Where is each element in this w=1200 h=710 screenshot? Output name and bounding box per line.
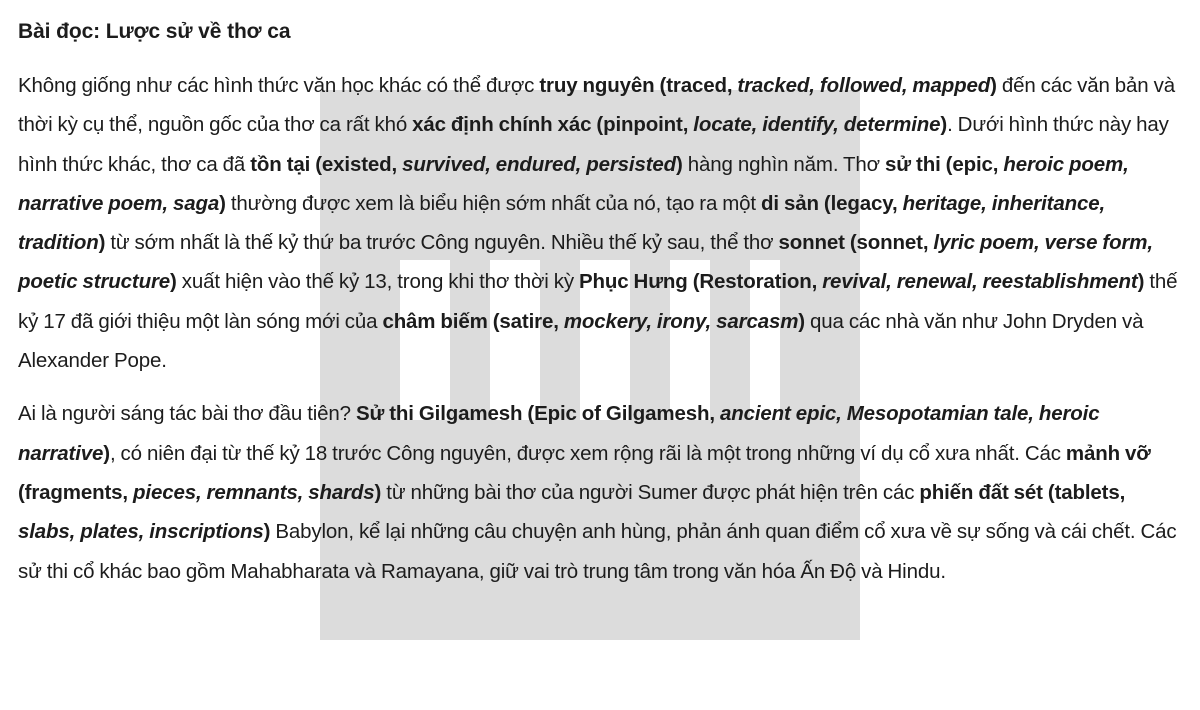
- vocab-term: ): [798, 309, 805, 333]
- text-run: Không giống như các hình thức văn học khác có thể được: [18, 74, 540, 97]
- vocab-term: Phục Hưng (Restoration,: [578, 270, 823, 294]
- vocab-synonyms: survived, endured, persisted: [402, 152, 677, 176]
- text-run: đến các văn bản và thời kỳ cụ thể, nguồn gốc của thơ ca rất khó: [18, 74, 1175, 137]
- text-run: Ai là người sáng tác bài thơ đầu tiên?: [18, 402, 356, 426]
- vocab-term: ): [98, 231, 106, 255]
- vocab-term: xác định chính xác (pinpoint,: [412, 113, 694, 137]
- vocab-term: ): [103, 441, 110, 465]
- vocab-term: phiến đất sét (tablets,: [919, 480, 1126, 504]
- vocab-term: ): [374, 480, 382, 504]
- vocab-synonyms: slabs, plates, inscriptions: [18, 520, 264, 544]
- vocab-term: ): [170, 270, 177, 294]
- vocab-synonyms: mockery, irony, sarcasm: [563, 309, 799, 333]
- text-run: thường được xem là biểu hiện sớm nhất của nó, tạo ra một: [225, 191, 762, 215]
- vocab-synonyms: ancient epic, Mesopotamian tale, heroic narrative: [18, 402, 1100, 465]
- vocab-synonyms: heritage, inheritance, tradition: [18, 191, 1105, 255]
- vocab-term: ): [990, 74, 997, 97]
- vocab-term: ): [219, 191, 226, 215]
- vocab-term: ): [940, 113, 948, 137]
- text-run: Babylon, kể lại những câu chuyện anh hùng, phản ánh quan điểm cổ xưa về sự sống và cái chết. Các sử thi cổ khác bao gồm Mahabharata và Ramayana, giữ vai trò trung tâm trong văn hóa Ấn Độ và Hindu.: [18, 520, 1177, 583]
- text-run: thế kỷ 17 đã giới thiệu một làn sóng mới của: [18, 270, 1178, 333]
- text-run: xuất hiện vào thế kỷ 13, trong khi thơ thời kỳ: [176, 270, 579, 294]
- text-run: từ sớm nhất là thế kỷ thứ ba trước Công nguyên. Nhiều thế kỷ sau, thể thơ: [105, 231, 779, 255]
- text-run: qua các nhà văn như John Dryden và Alexander Pope.: [18, 309, 1144, 373]
- vocab-synonyms: heroic poem, narrative poem, saga: [18, 152, 1129, 215]
- vocab-synonyms: revival, renewal, reestablishment: [822, 270, 1138, 294]
- vocab-term: tồn tại (existed,: [250, 152, 403, 176]
- vocab-term: sonnet (sonnet,: [778, 231, 934, 255]
- vocab-term: truy nguyên (traced,: [539, 74, 738, 97]
- text-run: , có niên đại từ thế kỷ 18 trước Công nguyên, được xem rộng rãi là một trong những ví dụ cổ xưa nhất. Các: [109, 441, 1066, 465]
- vocab-synonyms: pieces, remnants, shards: [133, 480, 375, 504]
- document-title: Bài đọc: Lược sử về thơ ca: [18, 20, 291, 43]
- text-run: từ những bài thơ của người Sumer được phát hiện trên các: [381, 480, 920, 504]
- text-run: . Dưới hình thức này hay hình thức khác, thơ ca đã: [18, 113, 1169, 176]
- vocab-synonyms: tracked, followed, mapped: [737, 74, 991, 97]
- text-run: hàng nghìn năm. Thơ: [682, 152, 886, 176]
- vocab-term: châm biếm (satire,: [382, 309, 564, 333]
- paragraph-2: [18, 394, 1182, 590]
- vocab-term: sử thi (epic,: [885, 152, 1004, 176]
- vocab-term: ): [1137, 270, 1145, 294]
- vocab-term: mảnh vỡ (fragments,: [18, 441, 1151, 504]
- vocab-term: ): [263, 520, 271, 544]
- vocab-synonyms: locate, identify, determine: [693, 113, 941, 137]
- vocab-term: Sử thi Gilgamesh (Epic of Gilgamesh,: [355, 402, 720, 426]
- vocab-term: ): [676, 152, 683, 176]
- paragraph-1: [18, 66, 1182, 380]
- vocab-synonyms: lyric poem, verse form, poetic structure: [18, 231, 1153, 294]
- vocab-term: di sản (legacy,: [761, 191, 903, 215]
